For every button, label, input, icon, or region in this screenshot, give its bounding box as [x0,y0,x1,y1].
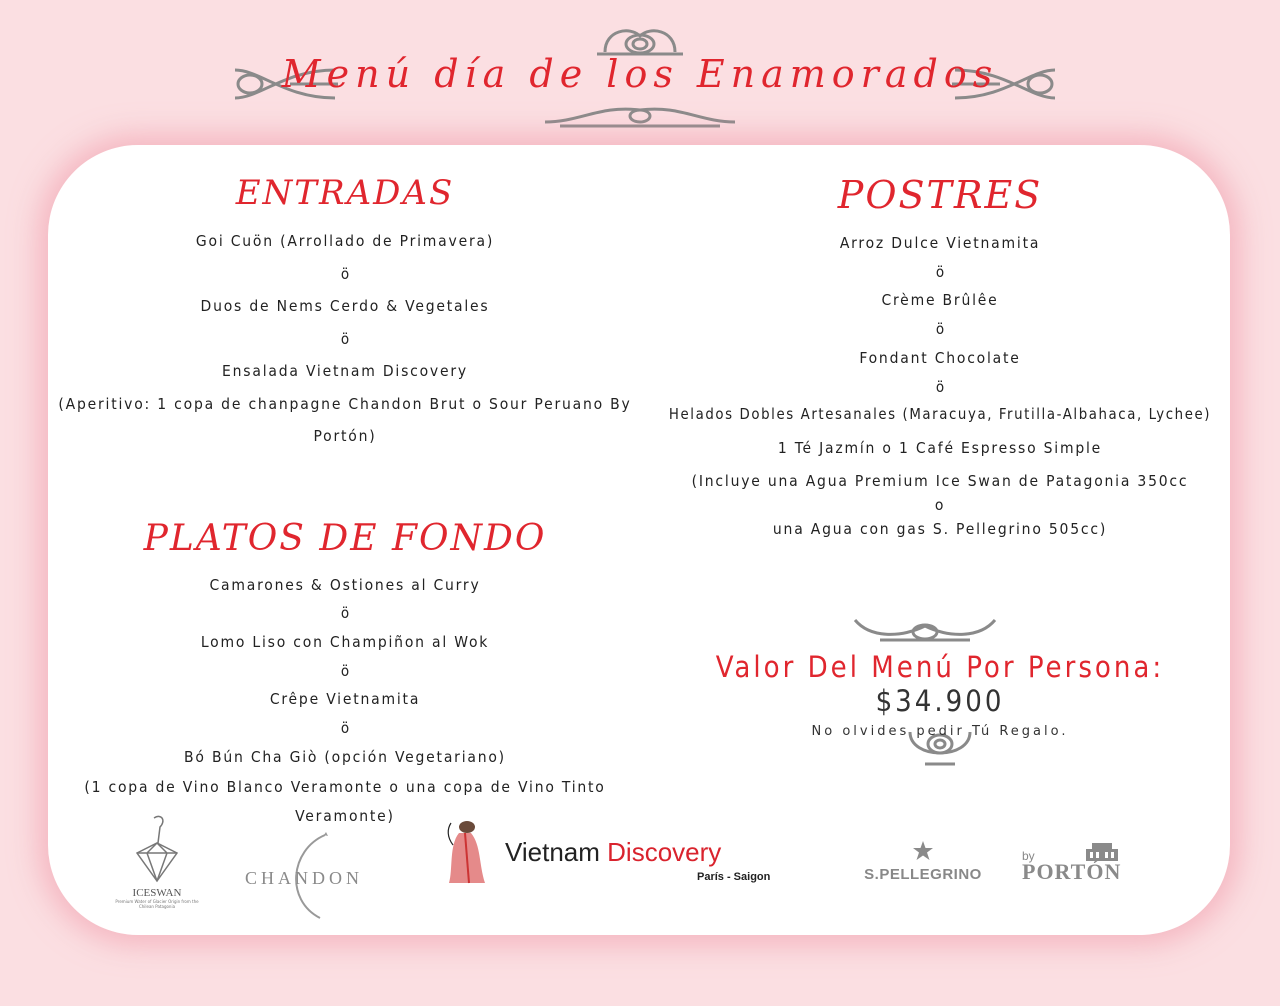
right-column [650,165,1230,541]
sponsor-logos [0,805,1280,925]
porton-logo [1022,843,1182,888]
platos-title: PLATOS DE FONDO [143,517,547,559]
separator: ö [340,264,350,283]
vietnam-discovery-logo [445,815,815,895]
water-line-1: (Incluye una Agua Premium Ice Swan de Patagonia 350cc [691,471,1189,490]
iceswan-tagline: Premium Water of Glacier Origin from the Chilean Patagonia [115,899,199,909]
entrada-item: Duos de Nems Cerdo & Vegetales [200,297,490,315]
chandon-logo [245,830,400,920]
menu-title: Menú día de los Enamorados [281,52,999,96]
plato-item: Lomo Liso con Champiñon al Wok [200,632,490,651]
plato-item: Camarones & Ostiones al Curry [209,575,481,594]
separator: ö [340,661,350,680]
entradas-title: ENTRADAS [235,173,455,213]
header [0,0,1280,140]
left-column [50,165,640,831]
postre-item: Crème Brûlêe [881,291,999,310]
gift-note: No olvides pedir Tú Regalo. [811,724,1069,739]
entrada-item: Goi Cuön (Arrollado de Primavera) [195,232,495,250]
separator: ö [935,262,945,281]
entrada-item: Ensalada Vietnam Discovery [222,362,468,380]
star-icon [911,840,935,862]
swan-diamond-icon [132,813,182,883]
plato-item: Bó Bún Cha Giò (opción Vegetariano) [184,747,506,766]
postres-extra: 1 Té Jazmín o 1 Café Espresso Simple [777,438,1103,457]
vietnam-discovery-subtitle: París - Saigon [697,871,771,883]
separator: ö [340,719,350,738]
platos-note: (1 copa de Vino Blanco Veramonte o una copa de Vino Tinto Veramonte) [84,778,606,826]
water-or: o [934,495,946,514]
price-top-ornament-icon [850,610,1000,644]
porton-name: PORTÓN [1022,859,1122,884]
price-section [650,650,1230,739]
price-colon: : [1152,650,1165,684]
iceswan-name: ICESWAN [132,887,182,899]
price-value: $34.900 [875,684,1005,718]
pellegrino-logo [838,840,1008,885]
separator: ö [340,329,350,348]
chandon-name: CHANDON [245,868,363,888]
separator: ö [935,320,945,339]
discovery-word: Discovery [607,837,722,867]
plato-item: Crêpe Vietnamita [269,690,421,709]
separator: ö [935,377,945,396]
postres-title: POSTRES [837,173,1043,217]
postre-item: Helados Dobles Artesanales (Maracuya, Frutilla-Albahaca, Lychee) [668,406,1212,424]
iceswan-logo [112,813,202,913]
postre-item: Fondant Chocolate [859,348,1021,367]
water-line-2: una Agua con gas S. Pellegrino 505cc) [772,519,1108,538]
dancer-figure-icon [445,815,493,885]
price-label: Valor Del Menú Por Persona [715,650,1153,684]
price-line [650,650,1230,718]
vietnam-discovery-name [505,837,721,868]
water-note [650,469,1230,541]
porton-by: by [1022,849,1035,863]
bottom-ornament-icon [540,100,740,130]
pellegrino-name: S.PELLEGRINO [864,866,982,883]
postre-item: Arroz Dulce Vietnamita [839,234,1041,252]
separator: ö [340,604,350,623]
entradas-note: (Aperitivo: 1 copa de chanpagne Chandon Brut o Sour Peruano By Portón) [58,394,632,445]
vietnam-word: Vietnam [505,837,600,867]
